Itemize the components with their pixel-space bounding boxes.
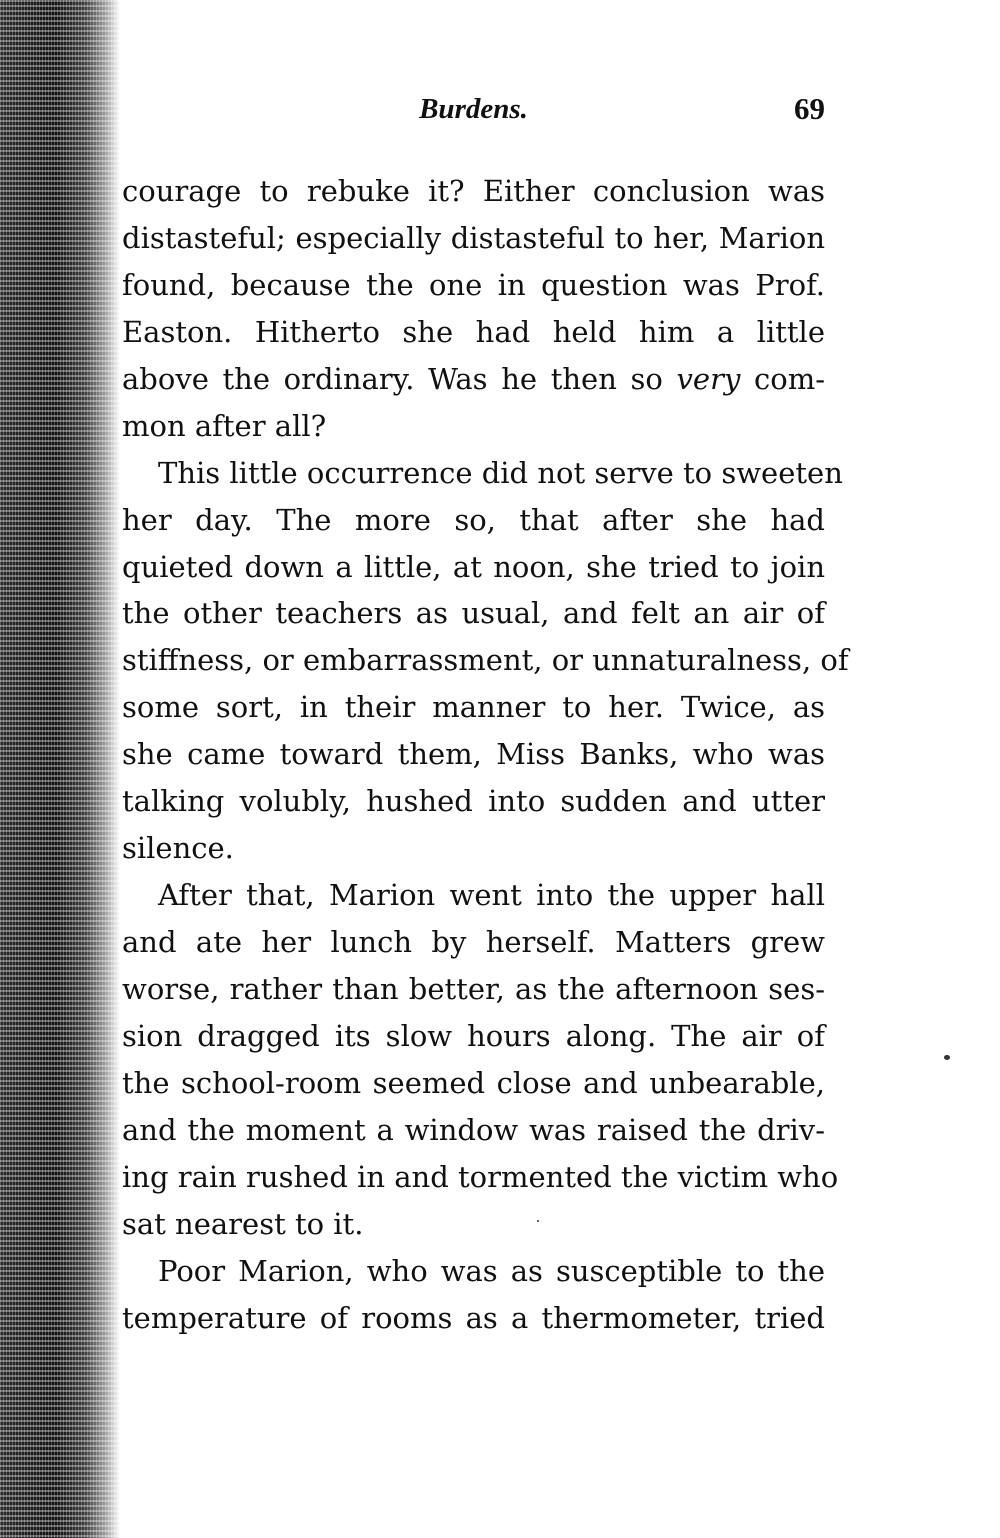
text-line: her day. The more so, that after she had [122, 502, 825, 537]
text-line: the school-room seemed close and unbearable, [122, 1065, 825, 1100]
text-line: some sort, in their manner to her. Twice, as [122, 690, 825, 725]
text-line: distasteful; especially distasteful to her, Marion [122, 220, 825, 255]
text-line: the other teachers as usual, and felt an air of [122, 596, 825, 631]
text-line: temperature of rooms as a thermometer, tried [122, 1300, 825, 1335]
italic-word: very [676, 361, 741, 396]
body-text [122, 168, 849, 1341]
text-line: sat nearest to it. [122, 1206, 364, 1241]
page-gutter-shadow [0, 0, 120, 1538]
page-number: 69 [794, 91, 825, 126]
text-line: courage to rebuke it? Either conclusion was [122, 174, 825, 208]
paragraph-first-line: After that, Marion went into the upper hall [158, 878, 825, 913]
paragraph-first-line: Poor Marion, who was as susceptible to the [158, 1253, 825, 1288]
scan-speck [537, 1220, 539, 1222]
scan-speck [944, 1055, 950, 1060]
text-line: stiffness, or embarrassment, or unnaturalness, of [122, 643, 849, 678]
text-line: and the moment a window was raised the driv- [122, 1112, 825, 1147]
text-line: worse, rather than better, as the afternoon ses- [122, 971, 825, 1006]
paragraph-first-line: This little occurrence did not serve to sweeten [158, 455, 843, 490]
text-line: Easton. Hitherto she had held him a little [122, 314, 825, 349]
text-line: above the ordinary. Was he then so very com- [122, 361, 826, 396]
running-title: Burdens. [419, 93, 528, 125]
text-line: ing rain rushed in and tormented the victim who [122, 1159, 839, 1194]
text-line: mon after all? [122, 408, 327, 443]
text-line: talking volubly, hushed into sudden and utter [122, 784, 825, 819]
text-line: sion dragged its slow hours along. The air of [122, 1018, 825, 1053]
running-head [122, 92, 825, 132]
text-line: silence. [122, 831, 234, 866]
text-line: found, because the one in question was Prof. [122, 267, 825, 302]
text-line: and ate her lunch by herself. Matters grew [122, 925, 825, 959]
text-line: she came toward them, Miss Banks, who was [122, 737, 825, 772]
text-line: quieted down a little, at noon, she tried to join [122, 549, 825, 584]
